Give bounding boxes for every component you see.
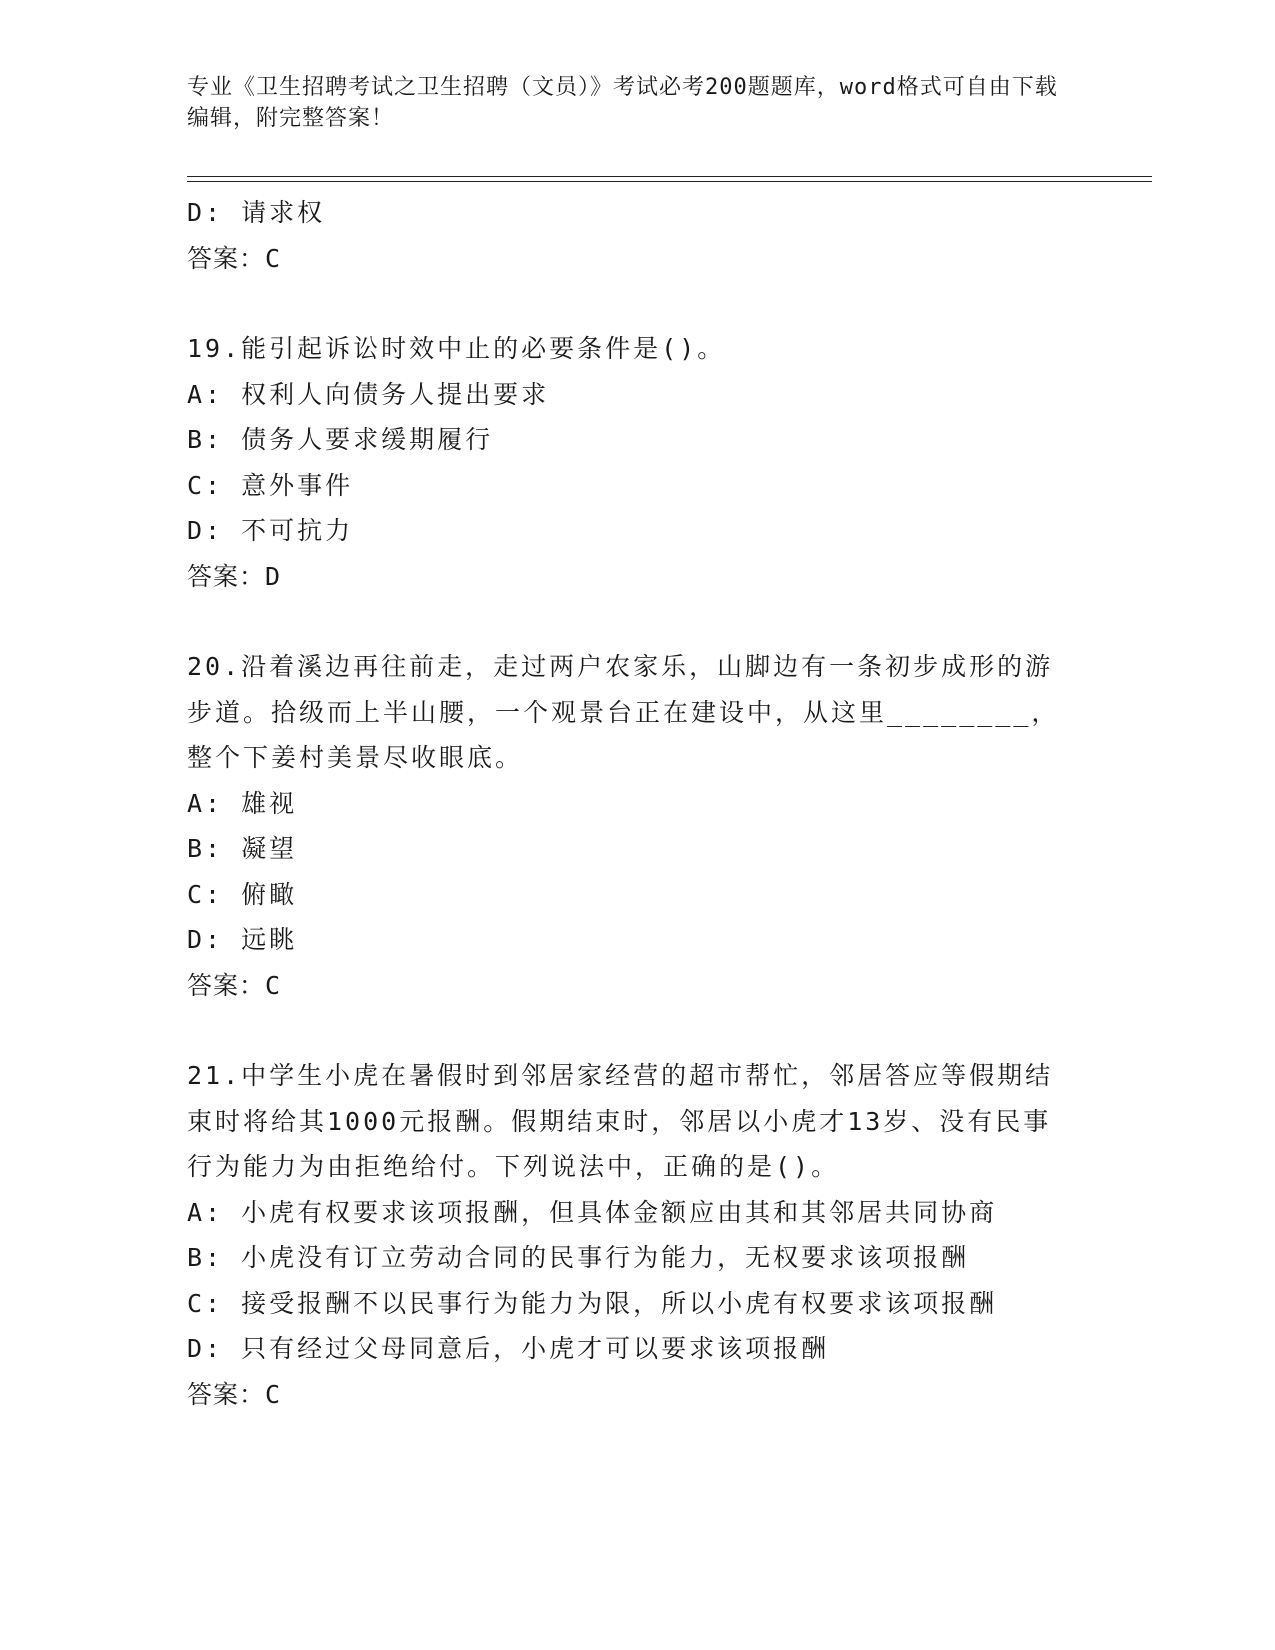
option-c: C: 接受报酬不以民事行为能力为限，所以小虎有权要求该项报酬	[187, 1288, 998, 1318]
option-a: A: 权利人向债务人提出要求	[187, 379, 550, 409]
option-a: A: 雄视	[187, 788, 298, 818]
option-b: B: 债务人要求缓期履行	[187, 425, 494, 454]
option-b: B: 小虎没有订立劳动合同的民事行为能力，无权要求该项报酬	[187, 1243, 970, 1272]
option-d: D: 远眺	[187, 925, 298, 954]
answer: 答案：D	[187, 561, 282, 591]
option-a: A: 小虎有权要求该项报酬，但具体金额应由其和其邻居共同协商	[187, 1197, 998, 1227]
question-19	[187, 326, 1067, 599]
question-stem: 21.中学生小虎在暑假时到邻居家经营的超市帮忙，邻居答应等假期结束时将给其1000元报酬。假期结束时，邻居以小虎才13岁、没有民事行为能力为由拒绝给付。下列说法中，正确的是()。	[187, 1061, 1054, 1181]
document-header: 专业《卫生招聘考试之卫生招聘（文员）》考试必考200题题库，word格式可自由下载编辑，附完整答案！	[187, 75, 1058, 131]
question-20	[187, 644, 1067, 1008]
spacer	[187, 1008, 1067, 1053]
header-divider-bottom	[187, 181, 1152, 182]
question-21	[187, 1053, 1067, 1417]
option-b: B: 凝望	[187, 834, 298, 863]
spacer	[187, 281, 1067, 326]
previous-answer: 答案：C	[187, 243, 282, 273]
option-d: D: 不可抗力	[187, 516, 354, 545]
spacer	[187, 599, 1067, 644]
previous-option-d: D: 请求权	[187, 198, 326, 227]
option-c: C: 意外事件	[187, 470, 354, 500]
option-d: D: 只有经过父母同意后，小虎才可以要求该项报酬	[187, 1334, 830, 1363]
document-body	[187, 190, 1067, 1417]
answer: 答案：C	[187, 1379, 282, 1409]
question-stem: 20.沿着溪边再往前走，走过两户农家乐，山脚边有一条初步成形的游步道。拾级而上半山腰，一个观景台正在建设中，从这里________，整个下姜村美景尽收眼底。	[187, 652, 1060, 772]
header-divider-top	[187, 176, 1152, 177]
answer: 答案：C	[187, 970, 282, 1000]
question-stem: 19.能引起诉讼时效中止的必要条件是()。	[187, 334, 726, 363]
option-c: C: 俯瞰	[187, 879, 298, 909]
